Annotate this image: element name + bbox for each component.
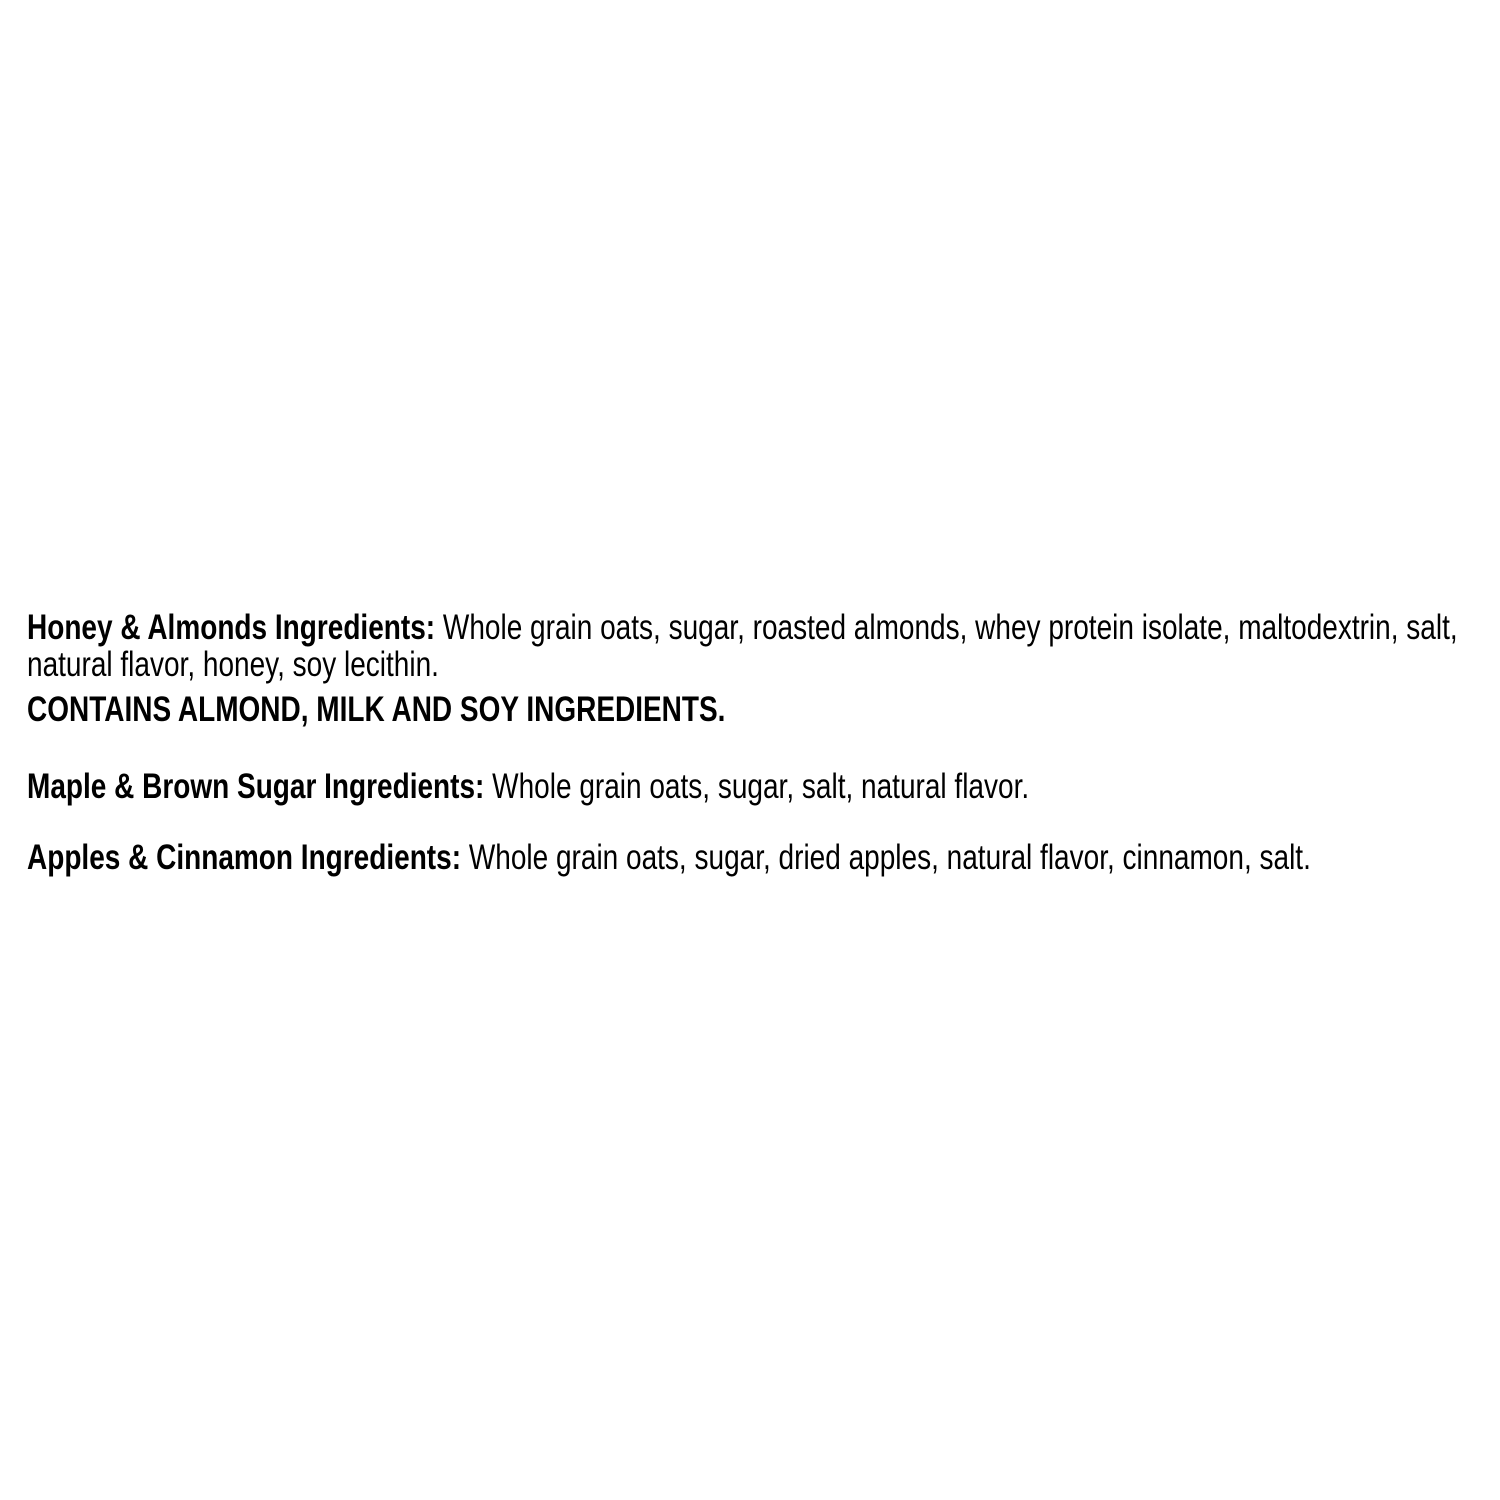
ingredients-text-block <box>27 609 1473 876</box>
maple-brown-sugar-ingredients-list: Whole grain oats, sugar, salt, natural flavor. <box>492 767 1030 806</box>
honey-almonds-ingredients-label: Honey & Almonds Ingredients: <box>27 608 436 647</box>
apples-cinnamon-ingredients-list: Whole grain oats, sugar, dried apples, natural flavor, cinnamon, salt. <box>468 838 1311 877</box>
allergen-statement: CONTAINS ALMOND, MILK AND SOY INGREDIENTS. <box>27 690 726 729</box>
apples-cinnamon-ingredients-label: Apples & Cinnamon Ingredients: <box>27 838 462 877</box>
honey-almonds-ingredients-paragraph <box>27 609 1473 683</box>
maple-brown-sugar-ingredients-label: Maple & Brown Sugar Ingredients: <box>27 767 485 806</box>
apples-cinnamon-ingredients-paragraph <box>27 839 1473 876</box>
maple-brown-sugar-ingredients-paragraph <box>27 768 1473 805</box>
honey-almonds-ingredients-list: Whole grain oats, sugar, roasted almonds, whey protein isolate, maltodextrin, salt, natural flavor, honey, soy lecithin. <box>27 608 1458 684</box>
